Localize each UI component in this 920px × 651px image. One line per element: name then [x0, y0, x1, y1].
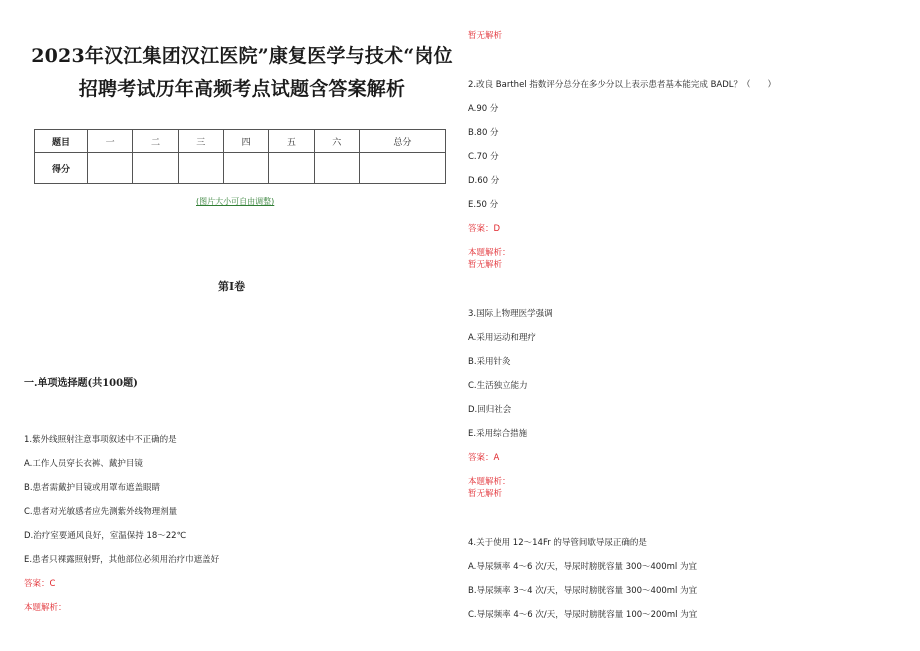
- analysis-label: 本题解析：: [468, 477, 511, 487]
- score-header-cell: 五: [269, 130, 314, 153]
- option-e: E.50 分: [468, 200, 499, 210]
- question-stem: 3.国际上物理医学强调: [468, 309, 553, 319]
- answer-text: 答案：C: [24, 579, 56, 589]
- option-a: A.导尿频率 4～6 次/天，导尿时膀胱容量 300～400ml 为宜: [468, 562, 697, 572]
- score-cell: [269, 153, 314, 184]
- answer-text: 答案：A: [468, 453, 500, 463]
- option-b: B.导尿频率 3～4 次/天，导尿时膀胱容量 300～400ml 为宜: [468, 586, 698, 596]
- score-header-cell: 总分: [359, 130, 445, 153]
- score-table: [34, 129, 446, 184]
- analysis-text: 暂无解析: [468, 260, 503, 270]
- image-size-note: (图片大小可自由调整): [196, 197, 275, 206]
- question-stem: 2.改良 Barthel 指数评分总分在多少分以上表示患者基本能完成 BADL？（ ）: [468, 80, 776, 90]
- section-heading: 一.单项选择题(共100题): [24, 378, 138, 389]
- score-header-cell: 三: [178, 130, 223, 153]
- score-header-cell: 六: [314, 130, 359, 153]
- option-b: B.80 分: [468, 128, 499, 138]
- score-header-cell: 题目: [35, 130, 88, 153]
- score-cell: [178, 153, 223, 184]
- score-header-cell: 二: [133, 130, 178, 153]
- option-a: A.采用运动和理疗: [468, 333, 536, 343]
- score-row-label: 得分: [35, 153, 88, 184]
- score-cell: [133, 153, 178, 184]
- score-cell: [359, 153, 445, 184]
- analysis-text: 暂无解析: [468, 31, 503, 41]
- option-d: D.治疗室要通风良好，室温保持 18～22℃: [24, 531, 187, 541]
- option-d: D.回归社会: [468, 405, 512, 415]
- analysis-label: 本题解析：: [468, 248, 511, 258]
- option-e: E.采用综合措施: [468, 429, 528, 439]
- question-stem: 4.关于使用 12～14Fr 的导管间歇导尿正确的是: [468, 538, 647, 548]
- question-stem: 1.紫外线照射注意事项叙述中不正确的是: [24, 435, 177, 445]
- option-c: C.患者对光敏感者应先测紫外线物理剂量: [24, 507, 178, 517]
- option-c: C.生活独立能力: [468, 381, 528, 391]
- score-cell: [88, 153, 133, 184]
- right-column: [468, 0, 920, 651]
- option-b: B.患者需戴护目镜或用罩布遮盖眼睛: [24, 483, 161, 493]
- document-title: 2023年汉江集团汉江医院”康复医学与技术“岗位招聘考试历年高频考点试题含答案解析: [31, 45, 453, 100]
- option-a: A.90 分: [468, 104, 499, 114]
- analysis-label: 本题解析：: [24, 603, 67, 613]
- option-b: B.采用针灸: [468, 357, 511, 367]
- option-e: E.患者只裸露照射野，其他部位必须用治疗巾遮盖好: [24, 555, 220, 565]
- score-header-cell: 一: [88, 130, 133, 153]
- analysis-text: 暂无解析: [468, 489, 503, 499]
- option-c: C.70 分: [468, 152, 499, 162]
- option-c: C.导尿频率 4～6 次/天，导尿时膀胱容量 100～200ml 为宜: [468, 610, 698, 620]
- score-cell: [314, 153, 359, 184]
- option-a: A.工作人员穿长衣裤、戴护目镜: [24, 459, 143, 469]
- volume-heading: 第Ⅰ卷: [218, 280, 246, 293]
- score-header-cell: 四: [223, 130, 268, 153]
- answer-text: 答案：D: [468, 224, 501, 234]
- score-table-header-row: [35, 130, 446, 153]
- option-d: D.60 分: [468, 176, 500, 186]
- score-table-score-row: [35, 153, 446, 184]
- score-cell: [223, 153, 268, 184]
